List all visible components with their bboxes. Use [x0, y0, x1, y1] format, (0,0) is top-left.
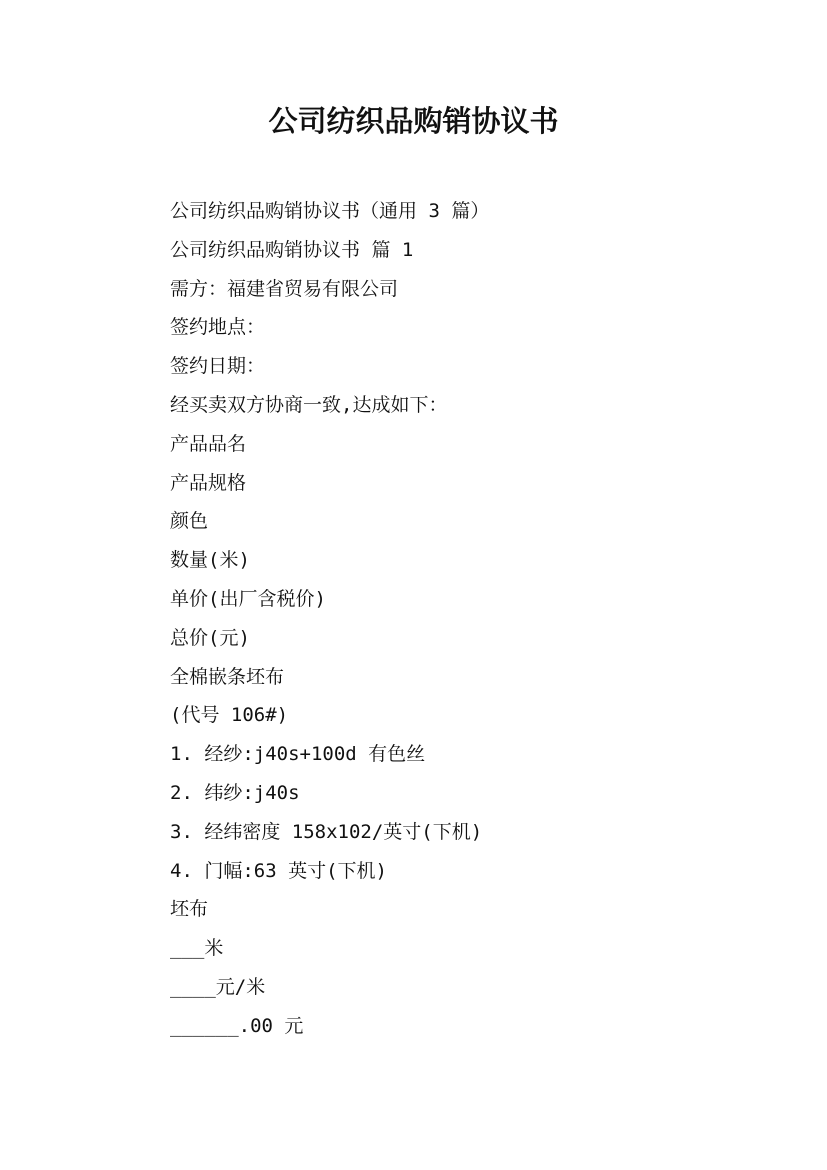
- line-color: 颜色: [170, 510, 209, 533]
- line-weft: 2. 纬纱:j40s: [170, 781, 300, 804]
- line-sign-date: 签约日期：: [170, 355, 266, 378]
- document-title: 公司纺织品购销协议书: [268, 104, 559, 138]
- line-meters-blank: ___米: [170, 937, 224, 960]
- line-section-heading: 公司纺织品购销协议书 篇 1: [170, 238, 414, 261]
- line-price-blank: ____元/米: [170, 975, 266, 998]
- line-density: 3. 经纬密度 158x102/英寸(下机): [170, 820, 483, 843]
- line-total-blank: ______.00 元: [170, 1014, 304, 1037]
- document-body: [170, 192, 770, 1046]
- line-subtitle: 公司纺织品购销协议书（通用 3 篇）: [170, 200, 490, 222]
- line-buyer: 需方：福建省贸易有限公司: [170, 277, 399, 300]
- line-greige: 坯布: [170, 898, 209, 921]
- line-agreement-intro: 经买卖双方协商一致,达成如下：: [170, 393, 448, 416]
- line-product-name: 产品品名: [170, 432, 247, 455]
- line-warp: 1. 经纱:j40s+100d 有色丝: [170, 743, 426, 766]
- line-width: 4. 门幅:63 英寸(下机): [170, 859, 387, 882]
- line-fabric: 全棉嵌条坯布: [170, 665, 285, 688]
- line-quantity: 数量(米): [170, 549, 250, 572]
- line-sign-place: 签约地点：: [170, 316, 266, 339]
- line-code: (代号 106#): [170, 704, 289, 727]
- line-total-price: 总价(元): [170, 626, 250, 649]
- line-product-spec: 产品规格: [170, 471, 247, 494]
- line-unit-price: 单价(出厂含税价): [170, 587, 326, 610]
